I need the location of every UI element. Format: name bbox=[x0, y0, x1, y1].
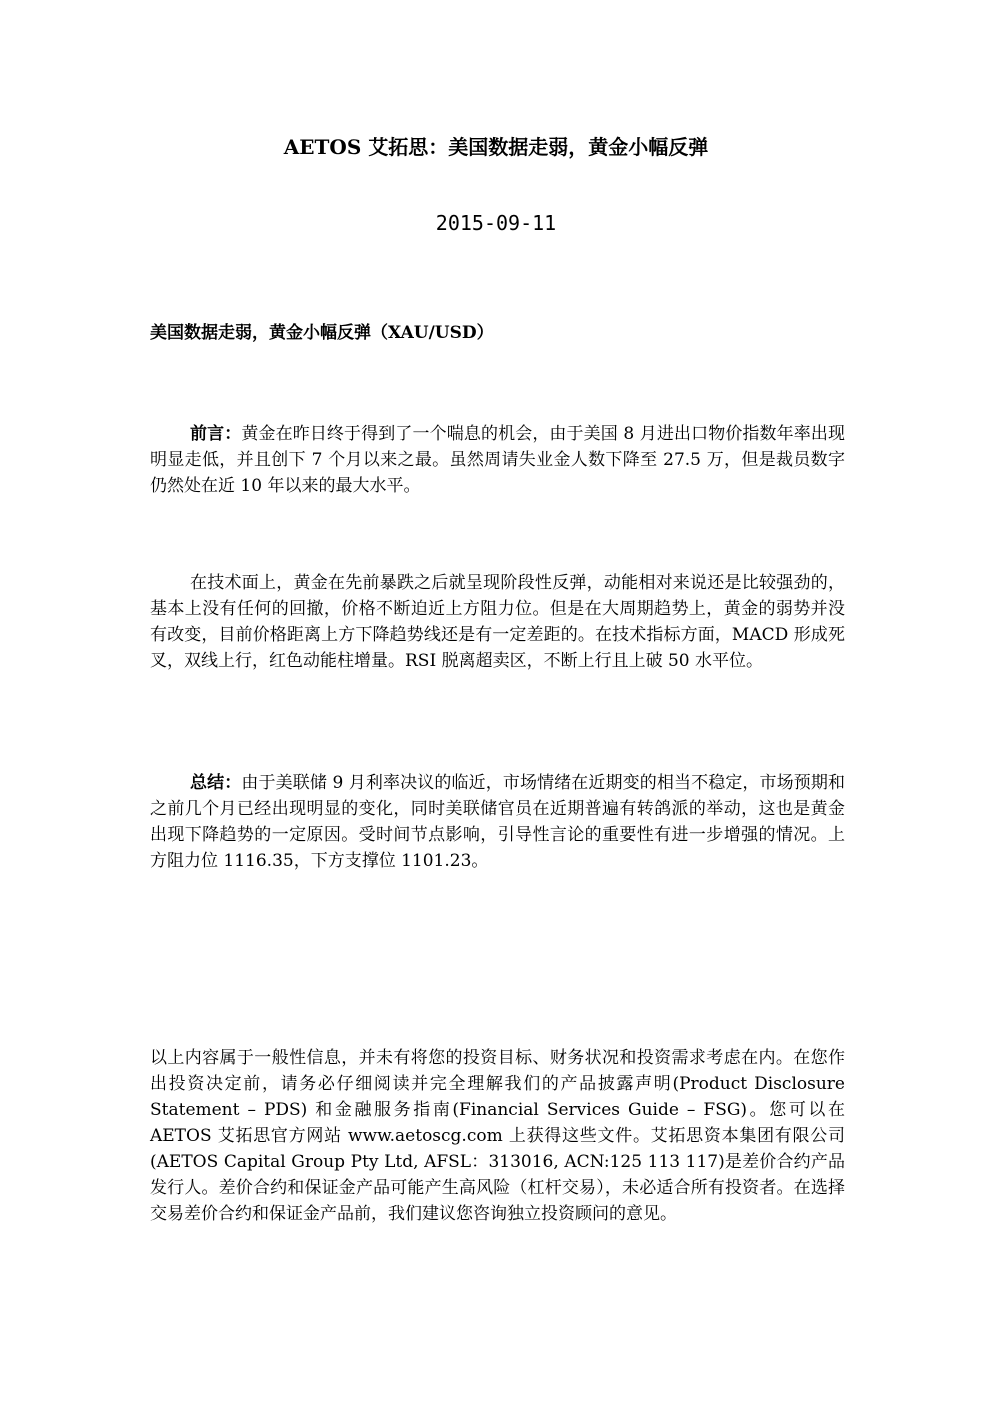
preface-paragraph bbox=[150, 421, 845, 499]
summary-label: 总结： bbox=[190, 773, 242, 793]
preface-label: 前言： bbox=[190, 424, 242, 444]
summary-paragraph bbox=[150, 770, 845, 874]
section-subtitle: 美国数据走弱，黄金小幅反弹（XAU/USD） bbox=[150, 323, 494, 343]
preface-text: 黄金在昨日终于得到了一个喘息的机会，由于美国 8 月进出口物价指数年率出现明显走低，并且创下 7 个月以来之最。虽然周请失业金人数下降至 27.5 万，但是裁员数字仍然处在近 10 年以来的最大水平。 bbox=[150, 424, 846, 496]
document-title: AETOS 艾拓思：美国数据走弱，黄金小幅反弹 bbox=[283, 135, 709, 159]
summary-text: 由于美联储 9 月利率决议的临近，市场情绪在近期变的相当不稳定，市场预期和之前几个月已经出现明显的变化，同时美联储官员在近期普遍有转鸽派的举动，这也是黄金出现下降趋势的一定原因。受时间节点影响，引导性言论的重要性有进一步增强的情况。上方阻力位 1116.35，下方支撑位 1101.23。 bbox=[150, 773, 846, 871]
document-date: 2015-09-11 bbox=[435, 211, 557, 235]
disclaimer-paragraph: 以上内容属于一般性信息，并未有将您的投资目标、财务状况和投资需求考虑在内。在您作出投资决定前，请务必仔细阅读并完全理解我们的产品披露声明(Product Disclosure Statement – PDS) 和金融服务指南(Financial Services Guide – FSG)。您可以在 AETOS 艾拓思官方网站 www.aetoscg.com 上获得这些文件。艾拓思资本集团有限公司(AETOS Capital Group Pty Ltd, AFSL：313016, ACN:125 113 117)是差价合约产品发行人。差价合约和保证金产品可能产生高风险（杠杆交易），未必适合所有投资者。在选择交易差价合约和保证金产品前，我们建议您咨询独立投资顾问的意见。 bbox=[150, 1048, 845, 1224]
technical-paragraph: 在技术面上，黄金在先前暴跌之后就呈现阶段性反弹，动能相对来说还是比较强劲的，基本上没有任何的回撤，价格不断迫近上方阻力位。但是在大周期趋势上，黄金的弱势并没有改变，目前价格距离上方下降趋势线还是有一定差距的。在技术指标方面，MACD 形成死叉，双线上行，红色动能柱增量。RSI 脱离超卖区，不断上行且上破 50 水平位。 bbox=[150, 573, 845, 671]
